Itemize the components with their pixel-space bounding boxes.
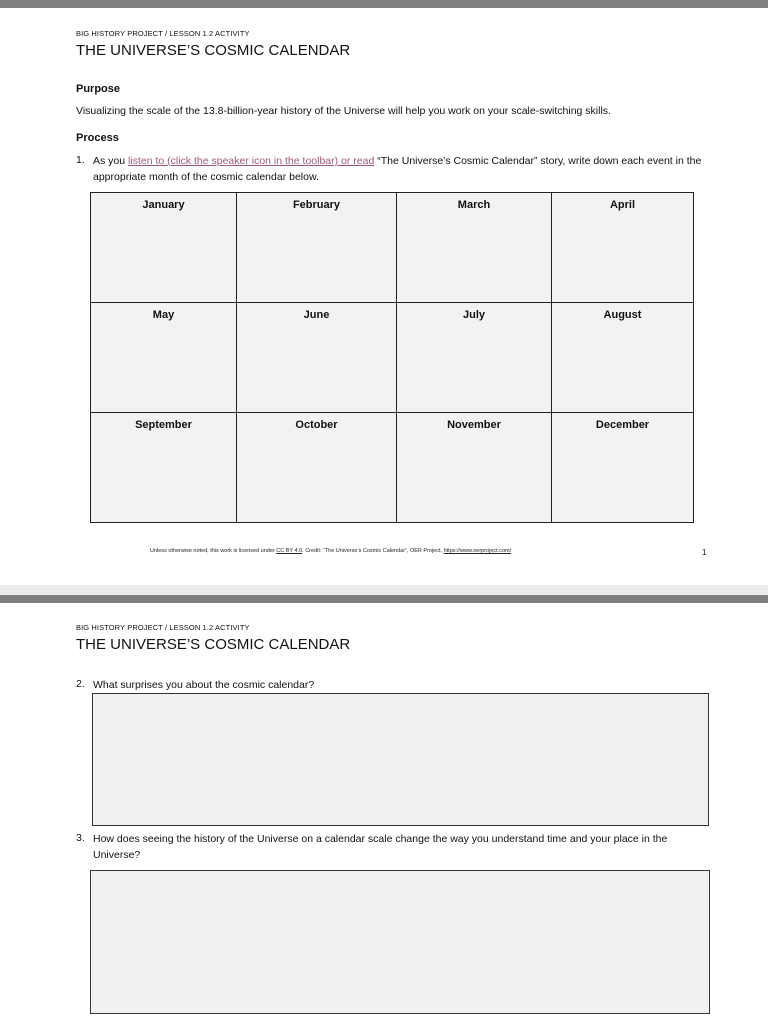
license-link[interactable]: CC BY 4.0 bbox=[276, 548, 303, 554]
page-top-bar bbox=[0, 595, 768, 603]
month-cell-january[interactable]: January bbox=[91, 193, 237, 303]
month-cell-november[interactable]: November bbox=[397, 413, 552, 523]
course-kicker: BIG HISTORY PROJECT / LESSON 1.2 ACTIVITY bbox=[76, 29, 250, 38]
cosmic-calendar-grid bbox=[90, 192, 694, 523]
page-title: THE UNIVERSE’S COSMIC CALENDAR bbox=[76, 42, 351, 59]
month-cell-april[interactable]: April bbox=[552, 193, 694, 303]
month-cell-september[interactable]: September bbox=[91, 413, 237, 523]
oer-project-link[interactable]: https://www.oerproject.com/ bbox=[443, 548, 512, 554]
question-2-answer-box[interactable] bbox=[92, 693, 709, 826]
month-cell-october[interactable]: October bbox=[237, 413, 397, 523]
question-number: 2. bbox=[76, 678, 85, 690]
calendar-row bbox=[91, 303, 694, 413]
course-kicker: BIG HISTORY PROJECT / LESSON 1.2 ACTIVITY bbox=[76, 623, 250, 632]
question-number: 1. bbox=[76, 154, 85, 166]
question-3-answer-box[interactable] bbox=[90, 870, 710, 1014]
month-cell-august[interactable]: August bbox=[552, 303, 694, 413]
license-note bbox=[150, 548, 511, 554]
process-heading: Process bbox=[76, 132, 119, 144]
month-cell-may[interactable]: May bbox=[91, 303, 237, 413]
calendar-row bbox=[91, 193, 694, 303]
purpose-heading: Purpose bbox=[76, 83, 121, 95]
page-top-bar bbox=[0, 0, 768, 8]
month-cell-july[interactable]: July bbox=[397, 303, 552, 413]
calendar-row bbox=[91, 413, 694, 523]
month-cell-february[interactable]: February bbox=[237, 193, 397, 303]
month-cell-march[interactable]: March bbox=[397, 193, 552, 303]
license-prefix: Unless otherwise noted, this work is licensed under bbox=[150, 548, 277, 554]
page-gap bbox=[0, 585, 768, 595]
question-1-text bbox=[93, 153, 713, 185]
license-middle: . Credit: “The Universe’s Cosmic Calendar”, OER Project, bbox=[302, 548, 444, 554]
month-cell-december[interactable]: December bbox=[552, 413, 694, 523]
question-2-text: What surprises you about the cosmic calendar? bbox=[93, 679, 315, 691]
page-title: THE UNIVERSE’S COSMIC CALENDAR bbox=[76, 636, 351, 653]
listen-link[interactable]: listen to (click the speaker icon in the toolbar) or read bbox=[128, 155, 375, 167]
question-3-text: How does seeing the history of the Universe on a calendar scale change the way you understand time and your place in the Universe? bbox=[93, 833, 668, 861]
purpose-text: Visualizing the scale of the 13.8-billion-year history of the Universe will help you work on your scale-switching skills. bbox=[76, 105, 611, 117]
question-1-suffix: “The Universe’s Cosmic Calendar” story, write down each event in the appropriate month of the cosmic calendar below. bbox=[93, 155, 702, 183]
page-number: 1 bbox=[702, 548, 707, 557]
question-1-prefix: As you bbox=[93, 155, 129, 167]
month-cell-june[interactable]: June bbox=[237, 303, 397, 413]
question-number: 3. bbox=[76, 832, 85, 844]
